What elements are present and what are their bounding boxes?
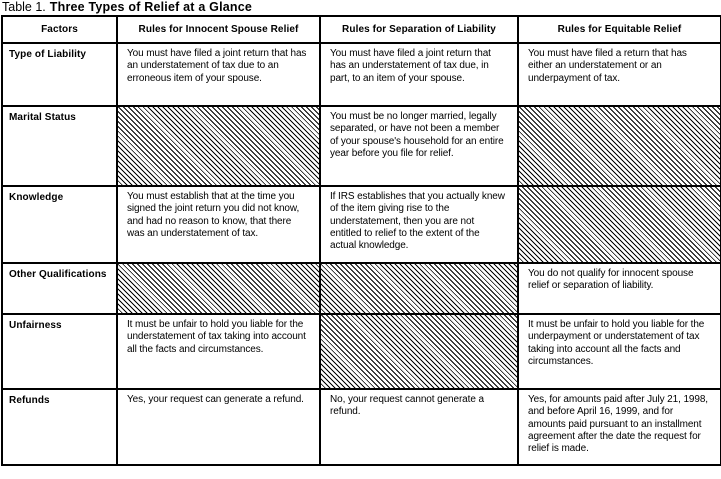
table-title-prefix: Table 1. <box>2 0 46 14</box>
na-hatched-cell <box>117 263 320 314</box>
cell-type-of-liability-separation: You must have filed a joint return that has an understatement of tax due, in part, to an item of your spouse. <box>320 43 518 106</box>
cell-knowledge-separation: If IRS establishes that you actually knew of the item giving rise to the understatement, then you are not entitled to relief to the extent of the actual knowledge. <box>320 186 518 263</box>
cell-type-of-liability-innocent-spouse: You must have filed a joint return that has an understatement of tax due to an erroneous item of your spouse. <box>117 43 320 106</box>
row-label-marital-status: Marital Status <box>2 106 117 186</box>
table-row-other-qualifications <box>2 263 721 314</box>
col-header-innocent-spouse-relief: Rules for Innocent Spouse Relief <box>117 16 320 43</box>
na-hatched-cell <box>518 186 721 263</box>
relief-table <box>1 15 721 466</box>
table-title-text: Three Types of Relief at a Glance <box>49 0 253 14</box>
cell-refunds-innocent-spouse: Yes, your request can generate a refund. <box>117 389 320 465</box>
na-hatched-cell <box>320 263 518 314</box>
na-hatched-cell <box>518 106 721 186</box>
na-hatched-cell <box>320 314 518 389</box>
cell-knowledge-innocent-spouse: You must establish that at the time you signed the joint return you did not know, and had no reason to know, that there was an understatement of tax. <box>117 186 320 263</box>
col-header-factors: Factors <box>2 16 117 43</box>
col-header-separation-of-liability: Rules for Separation of Liability <box>320 16 518 43</box>
table-row-unfairness <box>2 314 721 389</box>
table-row-type-of-liability <box>2 43 721 106</box>
row-label-type-of-liability: Type of Liability <box>2 43 117 106</box>
na-hatched-cell <box>117 106 320 186</box>
cell-type-of-liability-equitable: You must have filed a return that has either an understatement or an underpayment of tax. <box>518 43 721 106</box>
row-label-unfairness: Unfairness <box>2 314 117 389</box>
row-label-other-qualifications: Other Qualifications <box>2 263 117 314</box>
cell-unfairness-innocent-spouse: It must be unfair to hold you liable for the understatement of tax taking into account all the facts and circumstances. <box>117 314 320 389</box>
col-header-equitable-relief: Rules for Equitable Relief <box>518 16 721 43</box>
table-title <box>2 0 252 15</box>
table-row-marital-status <box>2 106 721 186</box>
table-row-refunds <box>2 389 721 465</box>
cell-refunds-equitable: Yes, for amounts paid after July 21, 1998, and before April 16, 1999, and for amounts paid pursuant to an installment agreement after the date the request for relief is made. <box>518 389 721 465</box>
row-label-refunds: Refunds <box>2 389 117 465</box>
cell-unfairness-equitable: It must be unfair to hold you liable for the underpayment or understatement of tax taking into account all the facts and circumstances. <box>518 314 721 389</box>
cell-refunds-separation: No, your request cannot generate a refund. <box>320 389 518 465</box>
table-header-row <box>2 16 721 43</box>
cell-marital-status-separation: You must be no longer married, legally separated, or have not been a member of your spouse's household for an entire year before you file for relief. <box>320 106 518 186</box>
table-row-knowledge <box>2 186 721 263</box>
cell-other-qualifications-equitable: You do not qualify for innocent spouse relief or separation of liability. <box>518 263 721 314</box>
row-label-knowledge: Knowledge <box>2 186 117 263</box>
